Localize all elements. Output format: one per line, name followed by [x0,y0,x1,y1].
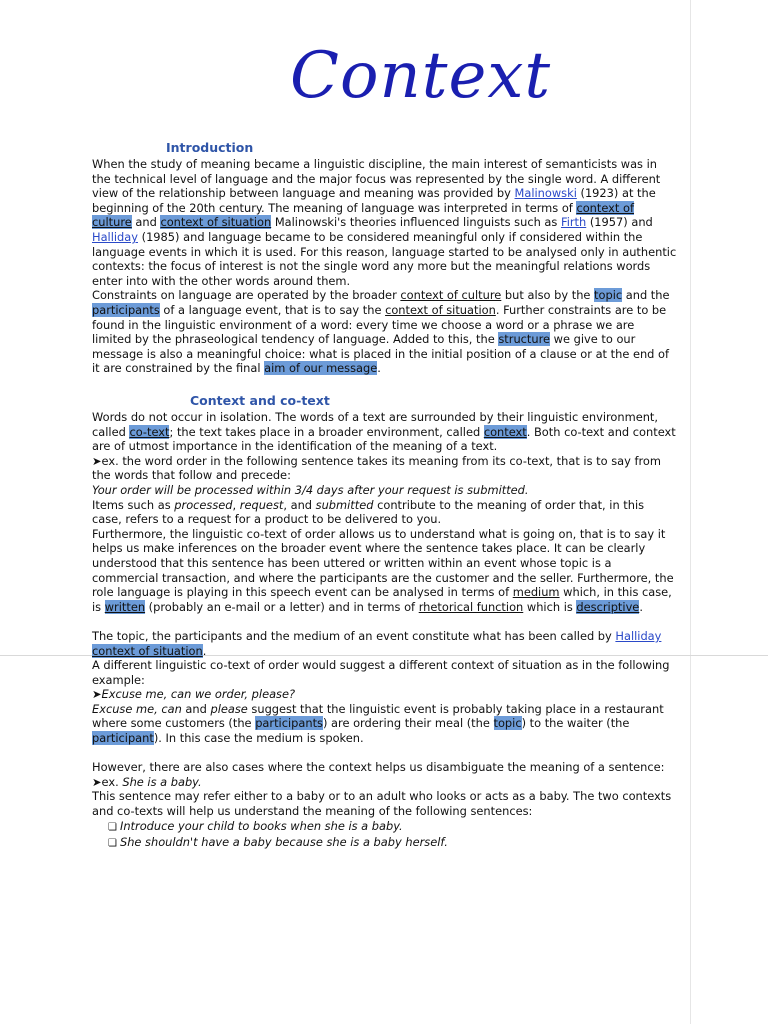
text: Furthermore, the linguistic co-text of order allows us to understand what is going on, that is to say it helps us make inferences on the broader event where the sentence takes place. It can be clearly understood that this sentence has been uttered or written within an event whose topic is a commercial transaction, and where the participants are the customer and the seller. Furthermore, the role language is playing in this speech event can be analysed in terms of [92,526,674,600]
checkbox-bullet-icon: ❏ [108,838,117,850]
text: , and [283,497,316,512]
cotext-paragraph-2: ➤ex. the word order in the following sentence takes its meaning from its co-text, that is to say from the words that follow and precede: [92,453,661,483]
cotext-paragraph-6: A different linguistic co-text of order would suggest a different context of situation as in the following example: [92,658,670,687]
highlight-participant: participant [92,731,154,746]
text: (1923) at the beginning of the 20th century. The meaning of language was interpreted in terms of [92,186,656,215]
text: we give to our message is also a meaningful choice: what is placed in the initial position of a clause or at the end of it are constrained by the final [92,332,670,376]
highlight-participants-2: participants [255,716,323,731]
highlight-context: context [483,424,527,439]
italic-she-is-a-baby: She is a baby. [122,774,202,789]
text: (1985) and language became to be considered meaningful only if considered within the language events in which it is used. For this reason, language started to be analysed only in authentic contexts: the focus of interest is not the single word any more but the meaningful relations words enter into with the other words around them. [92,229,677,288]
link-halliday[interactable]: Halliday [92,229,138,244]
text: and the [622,288,670,303]
example-bullet-list [92,819,677,852]
text: of a language event, that is to say the [159,302,386,317]
bullet-text: Introduce your child to books when she is a baby. [119,818,403,833]
intro-section [92,157,677,376]
text: ➤ex. [92,774,123,789]
text: Items such as [92,497,175,512]
spacer [92,746,677,761]
italic-submitted: submitted [315,497,374,512]
text: which is [523,599,577,614]
text: ). In this case the medium is spoken. [153,731,364,746]
cotext-paragraph-1 [92,410,677,454]
page-margin-line-vertical [690,0,691,1024]
cotext-paragraph-5 [92,629,677,658]
text: ; the text takes place in a broader environment, called [169,424,484,439]
italic-excuse-me-can: Excuse me, can [92,701,182,716]
text: Constraints on language are operated by the broader [92,288,401,303]
text: (1957) and [586,215,653,230]
link-malinowski[interactable]: Malinowski [514,186,577,201]
text: , [232,497,240,512]
checkbox-bullet-icon: ❏ [108,821,117,833]
cotext-paragraph-10: This sentence may refer either to a baby or to an adult who looks or acts as a baby. The two contexts and co-texts will help us understand the meaning of the following sentences: [92,789,672,819]
text: (probably an e-mail or a letter) and in terms of [145,599,419,614]
cotext-paragraph-8: However, there are also cases where the context helps us disambiguate the meaning of a sentence: [92,760,665,775]
highlight-topic-2: topic [493,716,522,731]
underline-medium: medium [512,585,560,600]
text: . [639,599,643,614]
example-sentence-1: Your order will be processed within 3/4 days after your request is submitted. [92,482,529,497]
text: and [181,701,211,716]
heading-context-and-cotext: Context and co-text [190,393,330,408]
highlight-context-of-situation-2: context of situation [92,643,203,658]
italic-request: request [239,497,284,512]
heading-introduction: Introduction [166,140,254,155]
intro-paragraph-2 [92,288,677,376]
highlight-structure: structure [498,332,551,347]
underline-context-of-culture: context of culture [400,288,502,303]
text: The topic, the participants and the medium of an event constitute what has been called by [92,628,616,643]
text: Words do not occur in isolation. The words of a text are surrounded by their linguistic environment, called [92,410,659,439]
cotext-section [92,410,677,852]
highlight-context-of-situation: context of situation [160,215,272,230]
cotext-paragraph-7 [92,702,677,746]
text: . [377,361,381,376]
text: which, in this case, is [92,585,672,614]
text: contribute to the meaning of order that, in this case, refers to a request for a product to be delivered to you. [92,497,645,527]
italic-please: please [210,701,248,716]
bullet-text: She shouldn't have a baby because she is a baby herself. [119,835,448,850]
cotext-paragraph-4 [92,527,677,615]
italic-processed: processed [174,497,233,512]
highlight-co-text: co-text [129,424,170,439]
text: . Further constraints are to be found in the linguistic environment of a word: every time we choose a word or a phrase we are limited by the phraseological tendency of language. Added to this, the [92,302,667,347]
spacer [92,614,677,629]
highlight-written: written [104,599,146,614]
document-title: Context [290,39,552,113]
underline-rhetorical-function: rhetorical function [418,599,524,614]
text: . Both co-text and context are of utmost importance in the identification of the meaning of a text. [92,424,676,454]
cotext-paragraph-9 [92,775,677,790]
text: and [131,215,161,230]
link-firth[interactable]: Firth [560,215,587,230]
highlight-descriptive: descriptive [576,599,640,614]
highlight-topic: topic [594,288,623,303]
text: . [202,643,207,658]
highlight-context-of-culture: context of culture [92,200,634,230]
highlight-participants: participants [92,302,160,317]
highlight-aim-of-message: aim of our message [264,361,378,376]
text: suggest that the linguistic event is probably taking place in a restaurant where some customers (the [92,701,664,731]
text: When the study of meaning became a linguistic discipline, the main interest of semanticists was in the technical level of language and the major focus was represented by the single word. A different view of the relationship between language and meaning was provided by [92,157,661,201]
intro-paragraph-1 [92,157,677,288]
list-item [108,835,677,852]
text: ) to the waiter (the [521,716,630,731]
list-item [108,819,677,836]
text: ) are ordering their meal (the [322,716,494,731]
underline-context-of-situation: context of situation [385,302,496,317]
text: Malinowski's theories influenced linguists such as [271,215,561,230]
text: but also by the [501,288,595,303]
example-sentence-2: ➤Excuse me, can we order, please? [92,687,296,702]
cotext-paragraph-3 [92,498,677,527]
link-halliday-2[interactable]: Halliday [615,628,662,643]
